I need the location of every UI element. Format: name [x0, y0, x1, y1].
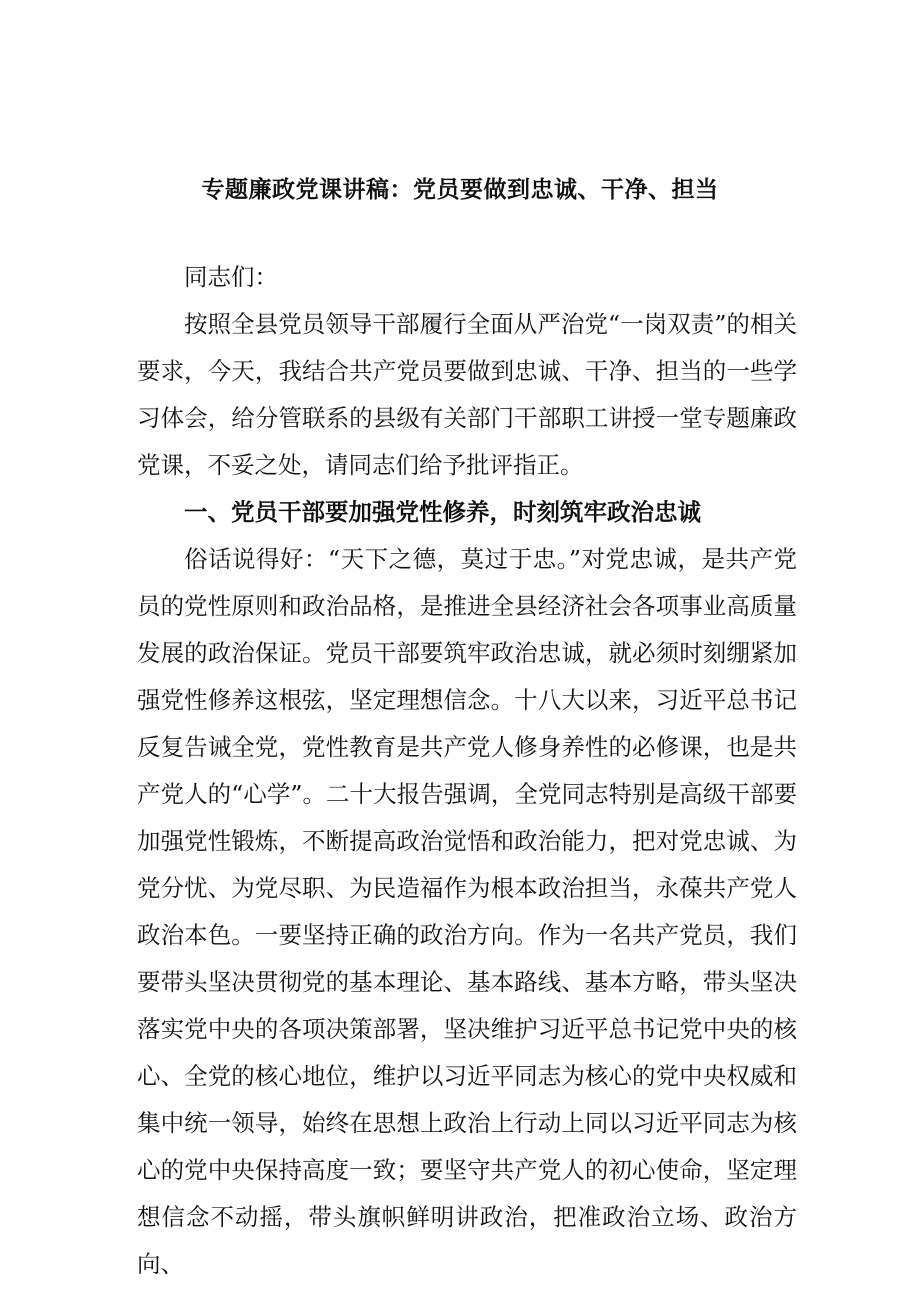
section-paragraph-1: 俗话说得好：“天下之德，莫过于忠。”对党忠诚，是共产党员的党性原则和政治品格，是推进全县经济社会各项事业高质量发展的政治保证。党员干部要筑牢政治忠诚，就必须时刻绷紧加强党性修养这根弦，坚定理想信念。十八大以来，习近平总书记反复告诫全党，党性教育是共产党人修身养性的必修课，也是共产党人的“心学”。二十大报告强调，全党同志特别是高级干部要加强党性锻炼，不断提高政治觉悟和政治能力，把对党忠诚、为党分忧、为党尽职、为民造福作为根本政治担当，永葆共产党人政治本色。一要坚持正确的政治方向。作为一名共产党员，我们要带头坚决贯彻党的基本理论、基本路线、基本方略，带头坚决落实党中央的各项决策部署，坚决维护习近平总书记党中央的核心、全党的核心地位，维护以习近平同志为核心的党中央权威和集中统一领导，始终在思想上政治上行动上同以习近平同志为核心的党中央保持高度一致；要坚守共产党人的初心使命，坚定理想信念不动摇，带头旗帜鲜明讲政治，把准政治立场、政治方向、: [137, 545, 797, 1278]
intro-paragraph: 按照全县党员领导干部履行全面从严治党“一岗双责”的相关要求，今天，我结合共产党员要做到忠诚、干净、担当的一些学习体会，给分管联系的县级有关部门干部职工讲授一堂专题廉政党课，不妥之处，请同志们给予批评指正。: [137, 310, 797, 479]
salutation: 同志们：: [184, 263, 278, 291]
section-heading-1: 一、党员干部要加强党性修养，时刻筑牢政治忠诚: [184, 498, 701, 526]
document-body: [137, 254, 797, 1288]
document-title: 专题廉政党课讲稿：党员要做到忠诚、干净、担当: [201, 176, 719, 203]
